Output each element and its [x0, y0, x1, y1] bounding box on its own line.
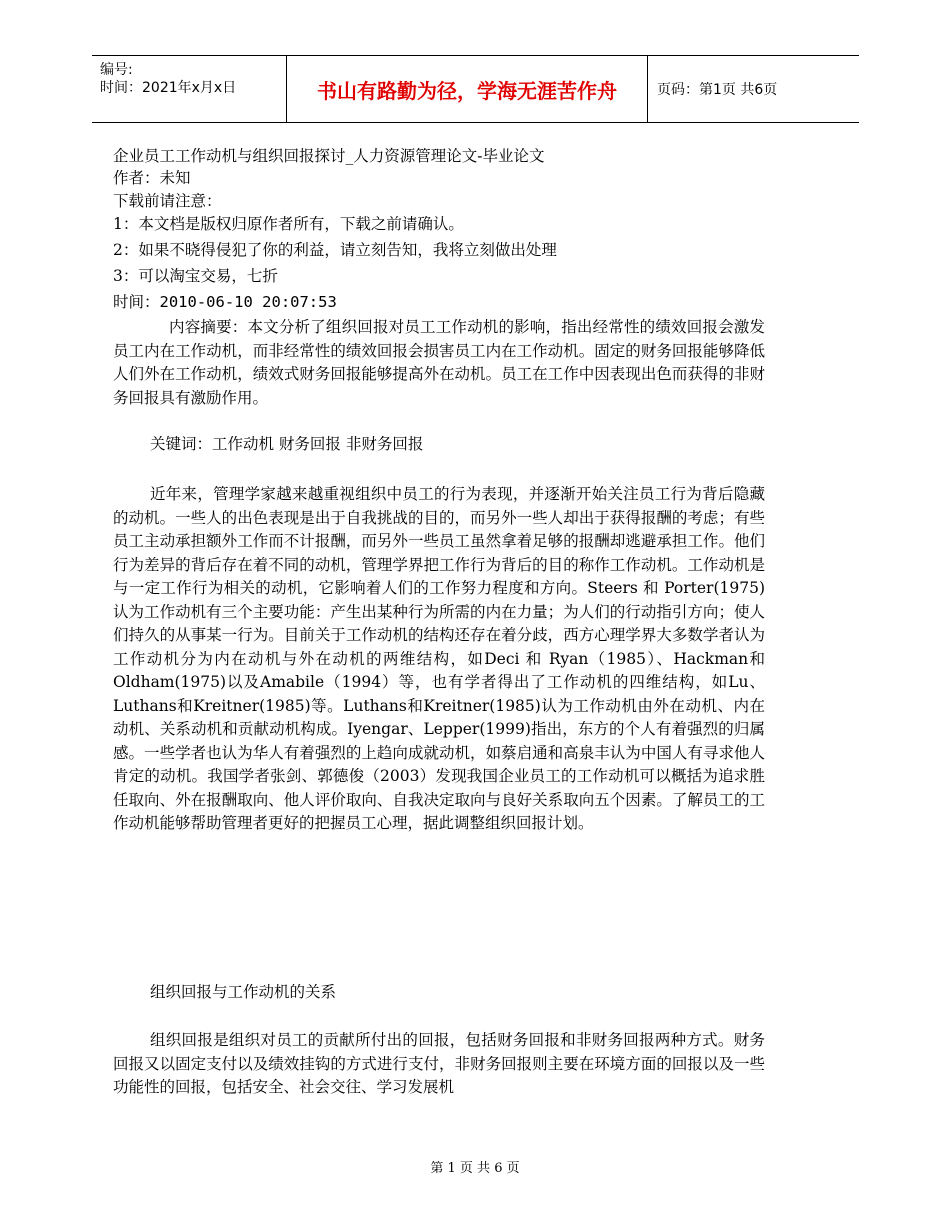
header-motto [286, 56, 648, 122]
keywords-line: 关键词：工作动机 财务回报 非财务回报 [150, 435, 424, 453]
notice-item: 1：本文档是版权归原作者所有，下载之前请确认。 [113, 215, 464, 233]
body-paragraph: 组织回报是组织对员工的贡献所付出的回报，包括财务回报和非财务回报两种方式。财务回报又以固定支付以及绩效挂钩的方式进行支付，非财务回报则主要在环境方面的回报以及一些功能性的回报，包括安全、社会交往、学习发展机 [113, 1031, 765, 1096]
section-heading: 组织回报与工作动机的关系 [150, 983, 337, 1001]
notice-item: 3：可以淘宝交易，七折 [113, 267, 278, 285]
notice-item: 2：如果不晓得侵犯了你的利益，请立刻告知，我将立刻做出处理 [113, 241, 557, 259]
page-footer [0, 1157, 950, 1176]
doc-number-label: 编号: [100, 62, 133, 78]
motto-text: 书山有路勤为径，学海无涯苦作舟 [317, 78, 617, 103]
header-left-cell [92, 56, 286, 122]
footer-page-number: 第 1 页 共 6 页 [430, 1161, 520, 1176]
doc-time-label: 时间：2021年x月x日 [100, 80, 237, 96]
header-page-info [647, 56, 859, 122]
page-header [92, 55, 859, 123]
doc-author: 作者：未知 [113, 169, 191, 187]
body-paragraph: 近年来，管理学家越来越重视组织中员工的行为表现，并逐渐开始关注员工行为背后隐藏的动机。一些人的出色表现是出于自我挑战的目的，而另外一些人却出于获得报酬的考虑；有些员工主动承担额外工作而不计报酬，而另外一些员工虽然拿着足够的报酬却逃避承担工作。他们行为差异的背后存在着不同的动机，管理学界把工作行为背后的目的称作工作动机。工作动机是与一定工作行为相关的动机，它影响着人们的工作努力程度和方向。Steers 和 Porter(1975)认为工作动机有三个主要功能：产生出某种行为所需的内在力量；为人们的行动指引方向；使人们持久的从事某一行为。目前关于工作动机的结构还存在着分歧，西方心理学界大多数学者认为工作动机分为内在动机与外在动机的两维结构，如Deci 和 Ryan（1985）、Hackman和Oldham(1975)以及Amabile（1994）等，也有学者得出了工作动机的四维结构，如Lu、Luthans和Kreitner(1985)等。Luthans和Kreitner(1985)认为工作动机由外在动机、内在动机、关系动机和贡献动机构成。Iyengar、Lepper(1999)指出，东方的个人有着强烈的归属感。一些学者也认为华人有着强烈的上趋向成就动机，如蔡启通和高泉丰认为中国人有寻求他人肯定的动机。我国学者张剑、郭德俊（2003）发现我国企业员工的工作动机可以概括为追求胜任取向、外在报酬取向、他人评价取向、自我决定取向与良好关系取向五个因素。了解员工的工作动机能够帮助管理者更好的把握员工心理，据此调整组织回报计划。 [113, 485, 765, 832]
page-info-text: 页码：第1页 共6页 [657, 82, 778, 98]
notice-heading: 下载前请注意： [113, 192, 222, 210]
doc-title: 企业员工工作动机与组织回报探讨_人力资源管理论文-毕业论文 [113, 147, 545, 165]
abstract-paragraph: 内容摘要：本文分析了组织回报对员工工作动机的影响，指出经常性的绩效回报会激发员工内在工作动机，而非经常性的绩效回报会损害员工内在工作动机。固定的财务回报能够降低人们外在工作动机，绩效式财务回报能够提高外在动机。员工在工作中因表现出色而获得的非财务回报具有激励作用。 [113, 318, 765, 407]
doc-time: 时间：2010-06-10 20:07:53 [113, 293, 337, 311]
